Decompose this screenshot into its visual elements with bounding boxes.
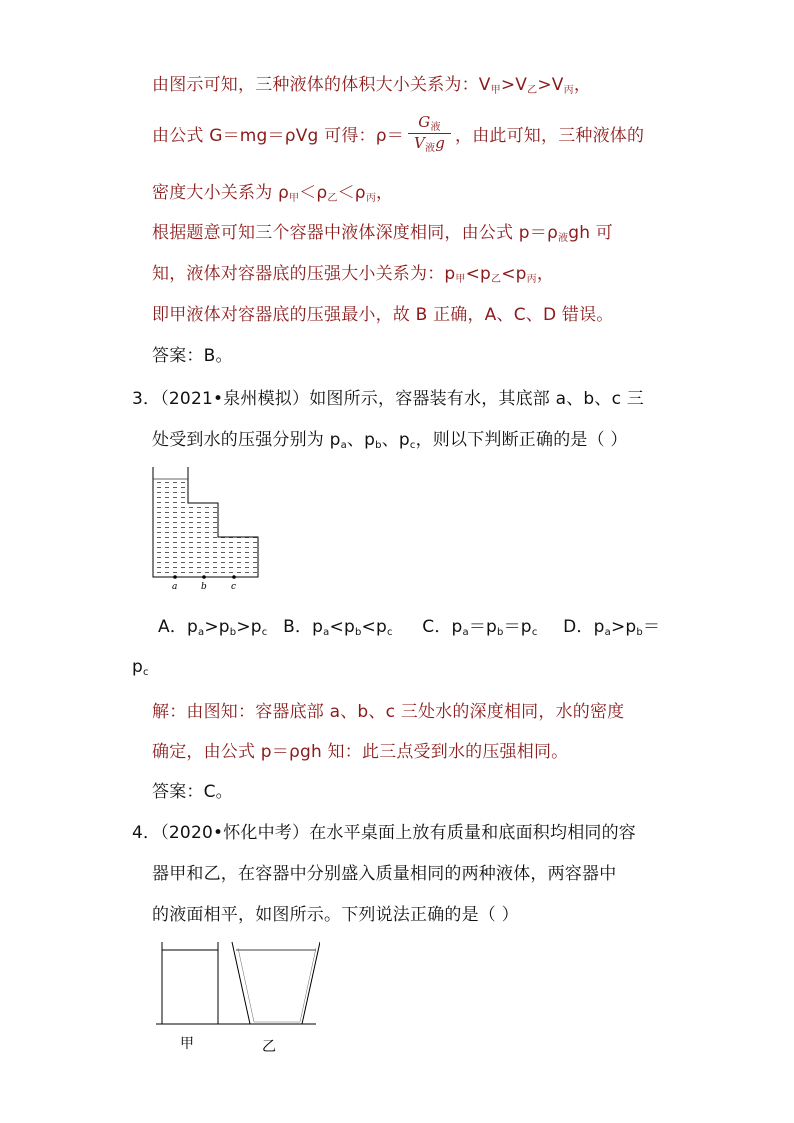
q4-stem-line-2: 器甲和乙，在容器中分别盛入质量相同的两种液体，两容器中 xyxy=(152,864,617,884)
option-d-wrap: $p_c$ xyxy=(132,657,149,678)
answer-prev: 答案：B。 xyxy=(152,346,233,366)
solution-line-1: 由图示可知，三种液体的体积大小关系为：$V_甲>V_乙>V_丙$， xyxy=(152,75,592,96)
stepped-container-figure xyxy=(148,465,268,593)
q3-solution-line-2: 确定，由公式 p＝ρgh 知：此三点受到水的压强相同。 xyxy=(152,742,569,762)
option-b[interactable]: B．$p_a<p_b<p_c$ xyxy=(283,617,393,638)
option-a[interactable]: A．$p_a>p_b>p_c$ xyxy=(158,617,268,638)
point-a xyxy=(173,575,177,579)
q3-options xyxy=(158,612,660,638)
point-c xyxy=(232,575,236,579)
q4-stem-line-3: 的液面相平，如图所示。下列说法正确的是（ ） xyxy=(152,905,519,925)
q3-solution-line-1: 解：由图知：容器底部 a、b、c 三处水的深度相同，水的密度 xyxy=(152,702,625,722)
option-d[interactable]: D．$p_a>p_b=$ xyxy=(563,617,661,638)
label-c: c xyxy=(231,582,237,592)
density-fraction: $\frac{G_液}{V_液g}$ xyxy=(408,113,451,154)
label-jia: 甲 xyxy=(180,1036,194,1052)
solution-line-4: 根据题意可知三个容器中液体深度相同，由公式 $p=\rho_液gh$ 可 xyxy=(152,223,613,244)
two-containers-figure xyxy=(150,938,320,1058)
solution-line-2: 由公式 G＝mg＝ρVg 可得：ρ＝ $\frac{G_液}{V_液g}$ ，由此可知，三种液体的 xyxy=(152,112,645,154)
option-c[interactable]: C．$p_a=p_b=p_c$ xyxy=(422,617,538,638)
yi-container xyxy=(232,942,320,1024)
q3-stem-line-2: 处受到水的压强分别为 $p_a$、$p_b$、$p_c$，则以下判断正确的是（ ） xyxy=(152,430,628,451)
solution-line-5: 知，液体对容器底的压强大小关系为：$p_甲<p_乙<p_丙$， xyxy=(152,264,555,285)
solution-line-3: 密度大小关系为 $\rho_甲<\rho_乙<\rho_丙$， xyxy=(152,183,394,204)
label-a: a xyxy=(172,582,178,592)
label-yi: 乙 xyxy=(262,1039,276,1055)
water-fill xyxy=(153,479,258,577)
q3-stem-line-1: 3．（2021•泉州模拟）如图所示，容器装有水，其底部 a、b、c 三 xyxy=(132,389,644,409)
solution-line-6: 即甲液体对容器底的压强最小，故 B 正确，A、C、D 错误。 xyxy=(152,305,614,325)
point-b xyxy=(202,575,206,579)
label-b: b xyxy=(201,582,207,592)
q3-answer: 答案：C。 xyxy=(152,782,233,802)
q4-stem-line-1: 4．（2020•怀化中考）在水平桌面上放有质量和底面积均相同的容 xyxy=(132,823,637,843)
